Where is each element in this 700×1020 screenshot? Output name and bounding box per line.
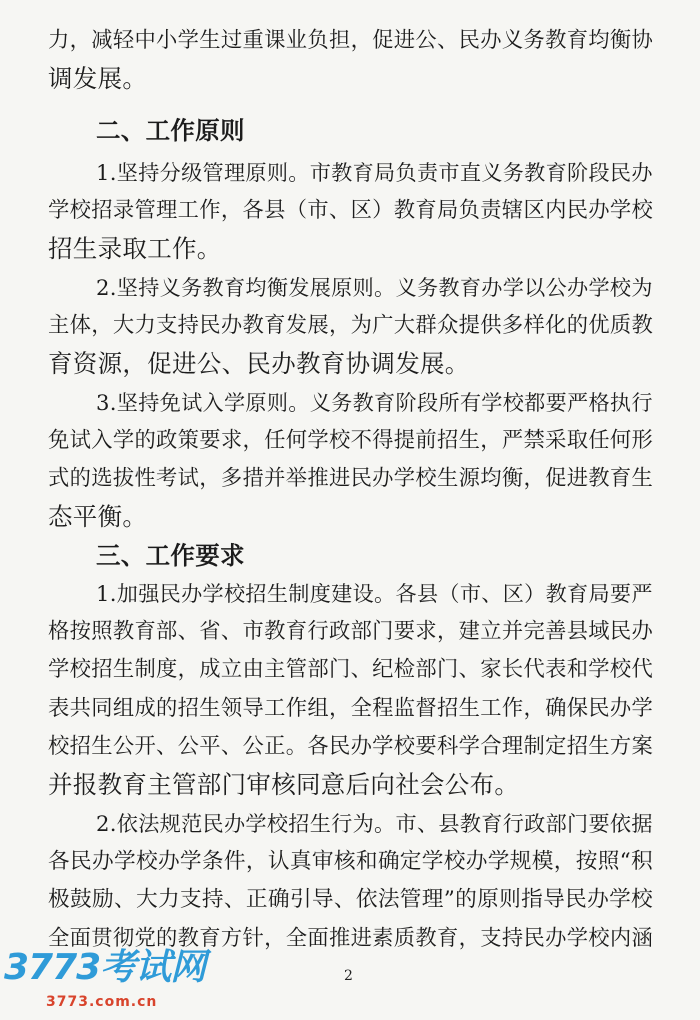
text-line: 校招生公开、公平、公正。各民办学校要科学合理制定招生方案 bbox=[48, 734, 654, 759]
text-line: 3.坚持免试入学原则。义务教育阶段所有学校都要严格执行 bbox=[96, 390, 653, 415]
text-line: 招生录取工作。 bbox=[48, 234, 222, 263]
text-line: 全面贯彻党的教育方针，全面推进素质教育，支持民办学校内涵 bbox=[48, 926, 654, 951]
text-line: 1.坚持分级管理原则。市教育局负责市直义务教育阶段民办 bbox=[96, 160, 653, 185]
text-line: 调发展。 bbox=[48, 64, 148, 93]
text-line: 2.坚持义务教育均衡发展原则。义务教育办学以公办学校为 bbox=[96, 275, 653, 300]
text-line: 表共同组成的招生领导工作组，全程监督招生工作，确保民办学 bbox=[48, 696, 654, 721]
text-line: 育资源，促进公、民办教育协调发展。 bbox=[48, 349, 470, 378]
text-line: 并报教育主管部门审核同意后向社会公布。 bbox=[48, 770, 520, 799]
text-line: 2.依法规范民办学校招生行为。市、县教育行政部门要依据 bbox=[96, 811, 653, 836]
text-line: 式的选拔性考试，多措并举推进民办学校生源均衡，促进教育生 bbox=[48, 466, 654, 491]
text-line: 免试入学的政策要求，任何学校不得提前招生，严禁采取任何形 bbox=[48, 428, 654, 453]
page-number: 2 bbox=[344, 968, 353, 984]
text-line: 力，减轻中小学生过重课业负担，促进公、民办义务教育均衡协 bbox=[48, 28, 654, 53]
text-line: 1.加强民办学校招生制度建设。各县（市、区）教育局要严 bbox=[96, 581, 653, 606]
text-line: 学校招录管理工作，各县（市、区）教育局负责辖区内民办学校 bbox=[48, 198, 654, 223]
watermark-url: 3773.com.cn bbox=[46, 994, 158, 1010]
text-line: 学校招生制度，成立由主管部门、纪检部门、家长代表和学校代 bbox=[48, 657, 654, 682]
text-line: 主体，大力支持民办教育发展，为广大群众提供多样化的优质教 bbox=[48, 313, 654, 338]
section-heading: 二、工作原则 bbox=[96, 116, 245, 145]
text-line: 各民办学校办学条件，认真审核和确定学校办学规模，按照“积 bbox=[48, 849, 654, 874]
text-line: 态平衡。 bbox=[48, 502, 148, 531]
site-watermark-logo bbox=[4, 947, 206, 1016]
text-line: 格按照教育部、省、市教育行政部门要求，建立并完善县域民办 bbox=[48, 619, 654, 644]
section-heading: 三、工作要求 bbox=[96, 541, 245, 570]
watermark-title: 3773考试网 bbox=[4, 947, 206, 988]
text-line: 极鼓励、大力支持、正确引导、依法管理”的原则指导民办学校 bbox=[48, 887, 654, 912]
